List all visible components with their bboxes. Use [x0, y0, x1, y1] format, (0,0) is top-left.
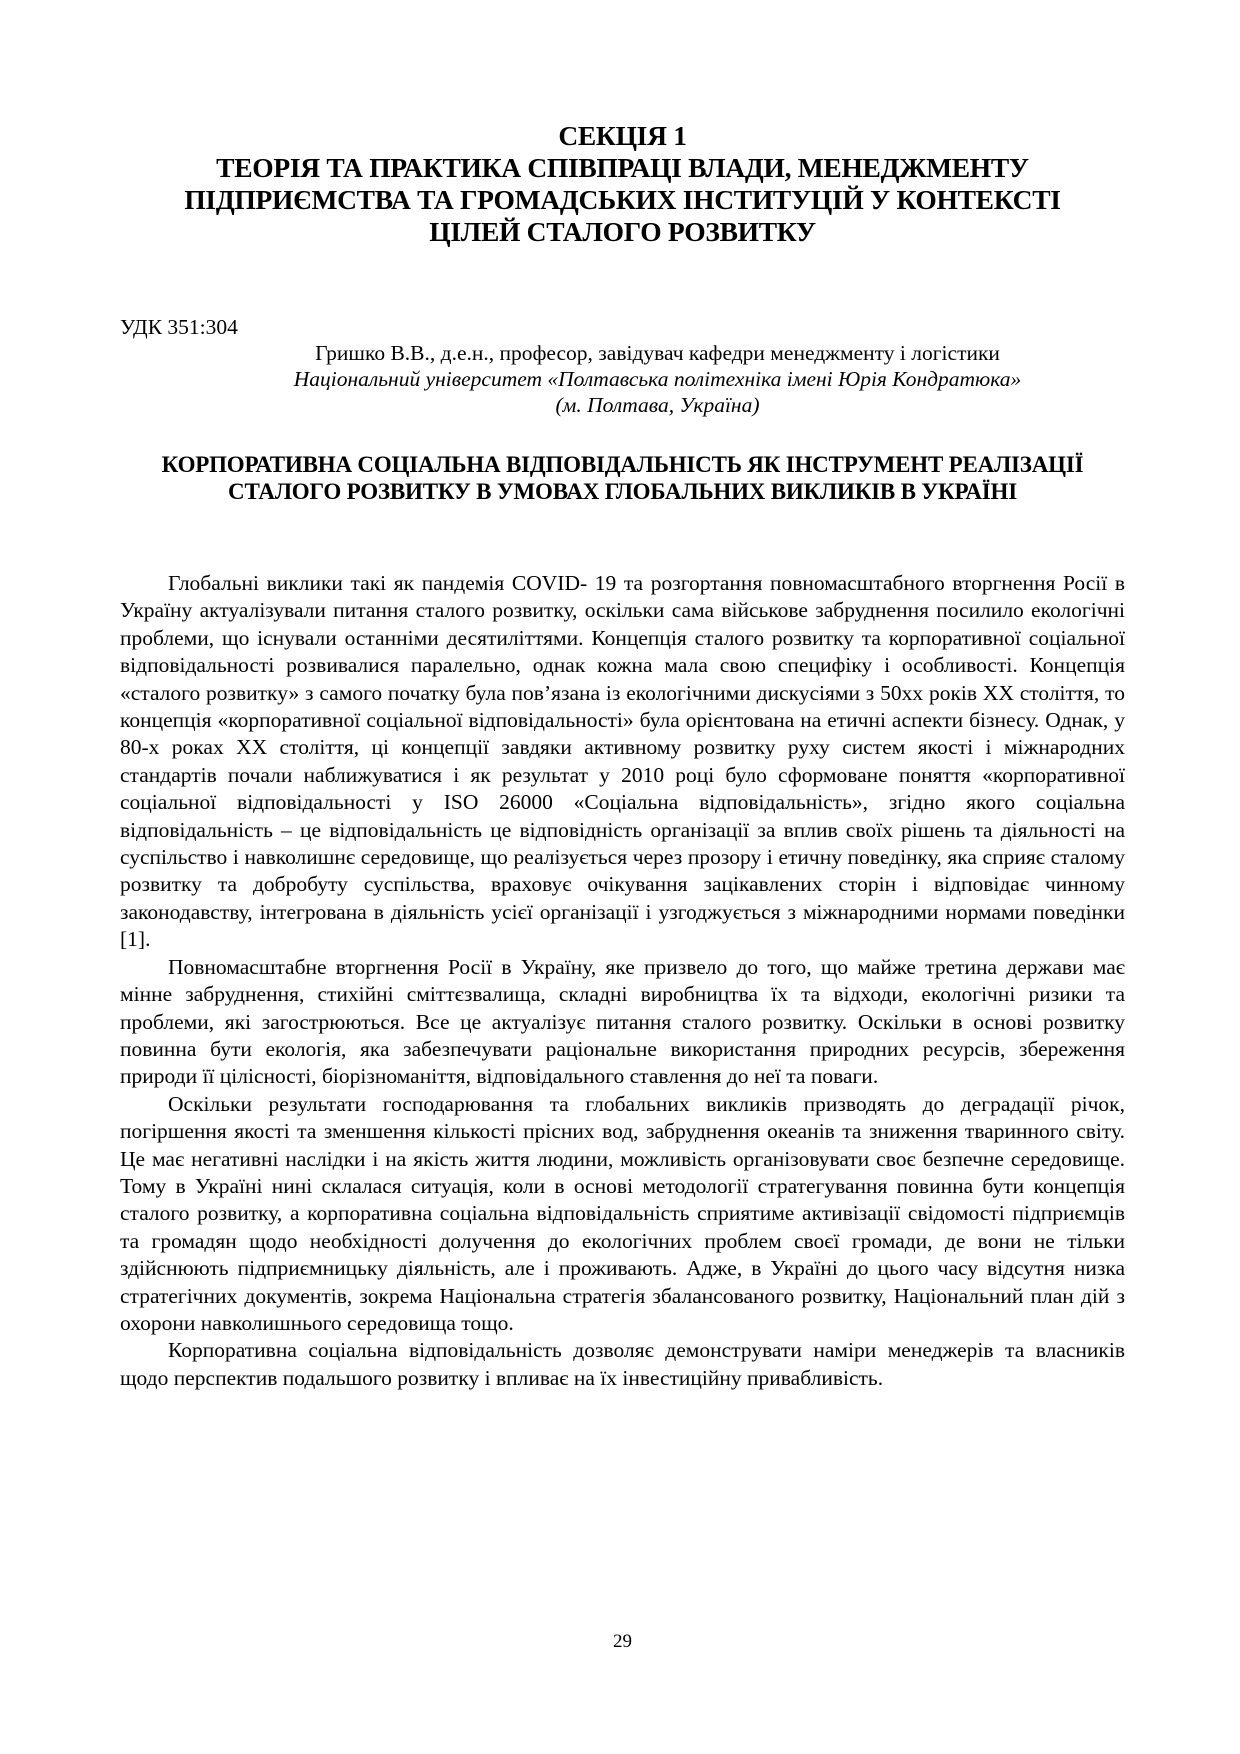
- paragraph-3: Оскільки результати господарювання та глобальних викликів призводять до деградації річок, погіршення якості та зменшення кількості прісних вод, забруднення океанів та зниження тваринного світу. Це має негативні наслідки і на якість життя людини, можливість організовувати своє безпечне середовище. Тому в Україні нині склалася ситуація, коли в основі методології стратегування повинна бути концепція сталого розвитку, а корпоративна соціальна відповідальність сприятиме активізації свідомості підприємців та громадян щодо необхідності долучення до екологічних проблем своєї громади, де вони не тільки здійснюють підприємницьку діяльність, але і проживають. Адже, в Україні до цього часу відсутня низка стратегічних документів, зокрема Національна стратегія збалансованого розвитку, Національний план дій з охорони навколишнього середовища тощо.: [120, 1091, 1125, 1335]
- article-title: КОРПОРАТИВНА СОЦІАЛЬНА ВІДПОВІДАЛЬНІСТЬ ЯК ІНСТРУМЕНТ РЕАЛІЗАЦІЇ СТАЛОГО РОЗВИТКУ В УМОВАХ ГЛОБАЛЬНИХ ВИКЛИКІВ В УКРАЇНІ: [161, 452, 1084, 504]
- paragraph-1: Глобальні виклики такі як пандемія COVID- 19 та розгортання повномасштабного вторгнення Росії в Україну актуалізували питання сталого розвитку, оскільки сама військове забруднення посилило екологічні проблеми, що існували останніми десятиліттями. Концепція сталого розвитку та корпоративної соціальної відповідальності розвивалися паралельно, однак кожна мала свою специфіку і особливості. Концепція «сталого розвитку» з самого початку була пов’язана із екологічними дискусіями з 50хх років ХХ століття, то концепція «корпоративної соціальної відповідальності» була орієнтована на етичні аспекти бізнесу. Однак, у 80-х роках ХХ століття, ці концепції завдяки активному розвитку руху систем якості і міжнародних стандартів почали наближуватися і як результат у 2010 році було сформоване поняття «корпоративної соціальної відповідальності у ISO 26000 «Соціальна відповідальність», згідно якого соціальна відповідальність – це відповідальність це відповідність організації за вплив своїх рішень та діяльності на суспільство і навколишнє середовище, що реалізується через прозору і етичну поведінку, яка сприяє сталому розвитку та добробуту суспільства, враховує очікування зацікавлених сторін і відповідає чинному законодавству, інтегрована в діяльність усієї організації і узгоджується з міжнародними нормами поведінки [1].: [120, 571, 1125, 952]
- author-name: Гришко В.В., д.е.н., професор, завідувач кафедри менеджменту і логістики: [315, 341, 1000, 365]
- udk-code: УДК 351:304: [120, 315, 238, 339]
- page-number: 29: [613, 1631, 632, 1652]
- section-label: СЕКЦІЯ 1: [558, 120, 687, 151]
- author-city: (м. Полтава, Україна): [555, 393, 760, 417]
- author-block: [120, 340, 1125, 418]
- paragraph-4: Корпоративна соціальна відповідальність дозволяє демонструвати наміри менеджерів та власників щодо перспектив подальшого розвитку і впливає на їх інвестиційну привабливість.: [120, 1338, 1125, 1390]
- section-title-line-3: ЦІЛЕЙ СТАЛОГО РОЗВИТКУ: [429, 216, 816, 247]
- article-body: [120, 570, 1125, 1392]
- paragraph-2: Повномасштабне вторгнення Росії в Україну, яке призвело до того, що майже третина держави має мінне забруднення, стихійні сміттєзвалища, складні виробництва їх та відходи, екологічні ризики та проблеми, які загострюються. Все це актуалізує питання сталого розвитку. Оскільки в основі розвитку повинна бути екологія, яка забезпечувати раціональне використання природних ресурсів, збереження природи її цілісності, біорізноманіття, відповідального ставлення до неї та поваги.: [120, 954, 1125, 1089]
- section-heading: [120, 120, 1125, 248]
- section-title-line-1: ТЕОРІЯ ТА ПРАКТИКА СПІВПРАЦІ ВЛАДИ, МЕНЕДЖМЕНТУ: [216, 152, 1029, 183]
- section-title-line-2: ПІДПРИЄМСТВА ТА ГРОМАДСЬКИХ ІНСТИТУЦІЙ У КОНТЕКСТІ: [184, 184, 1061, 215]
- author-institution: Національний університет «Полтавська політехніка імені Юрія Кондратюка»: [293, 367, 1022, 391]
